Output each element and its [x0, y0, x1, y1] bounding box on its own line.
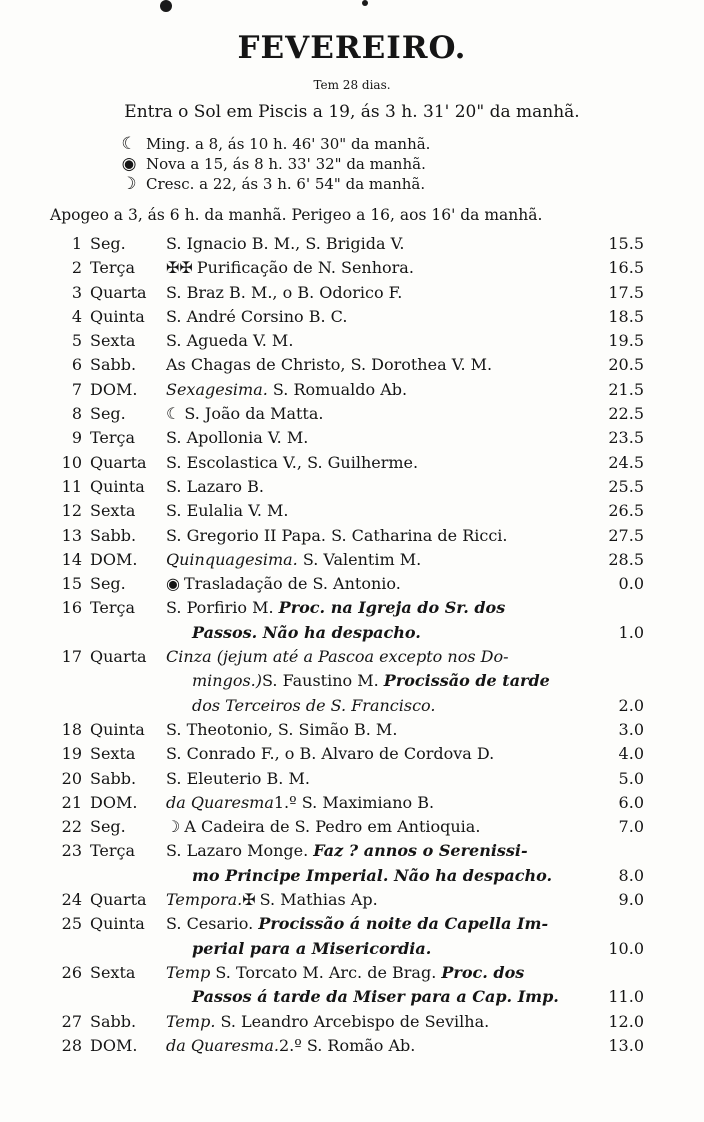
day-number: 22: [61, 817, 82, 837]
day-value: 6.0: [618, 792, 644, 812]
day-number: 17: [61, 647, 82, 667]
day-number: 12: [61, 501, 82, 521]
day-row: [0, 234, 704, 258]
weekday: Sabb.: [90, 355, 137, 375]
event-italic: mingos.): [192, 671, 263, 691]
event-text: S. Theotonio, S. Simão B. M.: [166, 719, 398, 739]
day-row: [0, 841, 704, 865]
day-row: [0, 890, 704, 914]
day-row-continuation: [0, 987, 704, 1011]
day-events: [192, 866, 592, 885]
weekday: Terça: [90, 841, 136, 861]
event-italic: Tempora.: [166, 890, 243, 910]
day-row: [0, 744, 704, 768]
day-events: [166, 283, 590, 302]
event-bold-italic: Procissão de tarde: [383, 671, 550, 691]
day-row: [0, 283, 704, 307]
day-events: [192, 987, 592, 1006]
event-text: S. Lazaro B.: [166, 476, 264, 496]
day-row: [0, 720, 704, 744]
day-number: 19: [61, 744, 82, 764]
moon-phases: [118, 134, 578, 194]
day-number: 3: [71, 282, 82, 302]
day-value: 16.5: [608, 258, 644, 278]
event-text: S. Eulalia V. M.: [166, 501, 289, 521]
day-value: 26.5: [608, 501, 644, 521]
day-value: 22.5: [608, 404, 644, 424]
day-events: [166, 963, 590, 982]
event-text: 1.º: [273, 792, 302, 812]
event-italic: Temp: [166, 962, 211, 982]
day-events: [192, 696, 592, 715]
day-value: 18.5: [608, 306, 644, 326]
weekday: DOM.: [90, 1035, 138, 1055]
day-events: [166, 331, 590, 350]
event-text: S. Romão Ab.: [306, 1035, 416, 1055]
weekday: Quinta: [90, 476, 145, 496]
day-value: 13.0: [608, 1035, 644, 1055]
day-events: [166, 598, 590, 617]
moon-phase-text: Ming. a 8, ás 10 h. 46' 30" da manhã.: [146, 135, 431, 153]
day-number: 1: [71, 234, 82, 253]
ink-speck: [362, 0, 368, 6]
day-value: 7.0: [618, 817, 644, 837]
moon-phase-row: [118, 154, 578, 174]
day-row: [0, 453, 704, 477]
event-text: Trasladação de S. Antonio.: [183, 574, 401, 594]
day-number: 20: [61, 768, 82, 788]
day-row: [0, 550, 704, 574]
day-events: [166, 428, 590, 447]
new-moon-icon: ◉: [121, 154, 137, 174]
day-events: [166, 914, 590, 933]
day-events: [166, 550, 590, 569]
event-text: S. André Corsino B. C.: [166, 306, 348, 326]
weekday: Quarta: [90, 282, 147, 302]
day-number: 4: [71, 306, 82, 326]
day-events: [192, 623, 592, 642]
weekday: Sexta: [90, 744, 136, 764]
weekday: Quinta: [90, 719, 145, 739]
day-value: 17.5: [608, 282, 644, 302]
event-italic: Quinquagesima.: [166, 549, 298, 569]
event-text: As Chagas de Christo, S. Dorothea V. M.: [166, 355, 493, 375]
event-text: S. Gregorio II Papa. S. Catharina de Ricci.: [166, 525, 508, 545]
day-events: [166, 841, 590, 860]
symbol-icon: ☽: [166, 817, 181, 837]
event-bold-italic: Faz ? annos o Serenissi-: [313, 841, 528, 861]
weekday: Sexta: [90, 331, 136, 351]
event-text: S. Braz B. M., o B. Odorico F.: [166, 282, 403, 302]
day-events: [166, 744, 590, 763]
day-events: [166, 307, 590, 326]
moon-phase-row: [118, 174, 578, 194]
day-row: [0, 1012, 704, 1036]
day-number: 18: [61, 719, 82, 739]
event-text: S. Ignacio B. M., S. Brigida V.: [166, 234, 405, 253]
day-events: [166, 380, 590, 399]
event-text: S. Porfirio M.: [166, 598, 279, 618]
day-number: 8: [71, 404, 82, 424]
event-text: 2.º: [278, 1035, 307, 1055]
day-events: [166, 720, 590, 739]
day-row: [0, 501, 704, 525]
event-bold-italic: Proc. na Igreja do Sr. dos: [278, 598, 506, 618]
day-number: 28: [61, 1035, 82, 1055]
event-text: S. Mathias Ap.: [259, 890, 378, 910]
day-value: 0.0: [618, 574, 644, 594]
day-number: 15: [61, 574, 82, 594]
event-bold-italic: perial para a Misericordia.: [192, 938, 432, 958]
day-row: [0, 355, 704, 379]
weekday: Sabb.: [90, 768, 137, 788]
weekday: Seg.: [90, 404, 126, 424]
event-italic: dos Terceiros de S. Francisco.: [192, 695, 436, 715]
event-text: S. Valentim M.: [297, 549, 422, 569]
event-text: S. Faustino M.: [262, 671, 384, 691]
day-row: [0, 914, 704, 938]
day-row-continuation: [0, 866, 704, 890]
symbol-icon: ✠✠: [166, 258, 193, 278]
day-number: 7: [71, 379, 82, 399]
symbol-icon: ◉: [166, 574, 180, 594]
day-events: [166, 477, 590, 496]
event-italic: Sexagesima.: [166, 379, 268, 399]
day-value: 24.5: [608, 452, 644, 472]
day-number: 14: [61, 549, 82, 569]
day-events: [166, 574, 590, 593]
weekday: Sexta: [90, 962, 136, 982]
weekday: Quarta: [90, 647, 147, 667]
day-value: 27.5: [608, 525, 644, 545]
day-row: [0, 647, 704, 671]
day-value: 20.5: [608, 355, 644, 375]
day-events: [166, 501, 590, 520]
day-value: 11.0: [608, 987, 644, 1007]
event-text: S. Eleuterio B. M.: [166, 768, 310, 788]
day-value: 10.0: [608, 938, 644, 958]
weekday: Sexta: [90, 501, 136, 521]
day-number: 6: [71, 355, 82, 375]
event-text: S. João da Matta.: [184, 404, 324, 424]
day-row: [0, 526, 704, 550]
day-value: 3.0: [618, 719, 644, 739]
day-events: [166, 1036, 590, 1055]
day-row-continuation: [0, 939, 704, 963]
day-number: 10: [61, 452, 82, 472]
day-number: 9: [71, 428, 82, 448]
weekday: Quarta: [90, 890, 147, 910]
day-value: 19.5: [608, 331, 644, 351]
day-number: 16: [61, 598, 82, 618]
day-events: [166, 355, 590, 374]
day-value: 8.0: [618, 865, 644, 885]
day-number: 13: [61, 525, 82, 545]
page-title: FEVEREIRO.: [237, 30, 467, 66]
event-bold-italic: Passos. Não ha despacho.: [192, 622, 421, 642]
day-row: [0, 769, 704, 793]
event-bold-italic: mo Principe Imperial. Não ha despacho.: [192, 865, 553, 885]
day-events: [166, 890, 590, 909]
event-text: A Cadeira de S. Pedro em Antioquia.: [184, 817, 481, 837]
apogee-perigee: Apogeo a 3, ás 6 h. da manhã. Perigeo a 16, aos 16' da manhã.: [50, 206, 543, 224]
sun-entry: Entra o Sol em Piscis a 19, ás 3 h. 31' 20" da manhã.: [124, 102, 580, 122]
weekday: Seg.: [90, 574, 126, 594]
weekday: Quarta: [90, 452, 147, 472]
day-value: 21.5: [608, 379, 644, 399]
calendar-days: [0, 234, 704, 1060]
weekday: Quinta: [90, 914, 145, 934]
weekday: Seg.: [90, 817, 126, 837]
day-row: [0, 331, 704, 355]
day-row: [0, 307, 704, 331]
day-row: [0, 404, 704, 428]
weekday: Sabb.: [90, 525, 137, 545]
day-row: [0, 380, 704, 404]
day-value: 23.5: [608, 428, 644, 448]
day-events: [166, 526, 590, 545]
day-row: [0, 793, 704, 817]
event-bold-italic: Proc. dos: [441, 962, 525, 982]
weekday: Terça: [90, 598, 136, 618]
weekday: DOM.: [90, 792, 138, 812]
event-text: S. Conrado F., o B. Alvaro de Cordova D.: [166, 744, 495, 764]
day-row: [0, 477, 704, 501]
day-value: 12.0: [608, 1011, 644, 1031]
days-count: Tem 28 dias.: [313, 78, 391, 92]
day-row: [0, 258, 704, 282]
day-events: [166, 453, 590, 472]
weekday: Terça: [90, 428, 136, 448]
weekday: DOM.: [90, 379, 138, 399]
event-text: S. Escolastica V., S. Guilherme.: [166, 452, 419, 472]
day-number: 23: [61, 841, 82, 861]
event-text: S. Agueda V. M.: [166, 331, 294, 351]
day-number: 27: [61, 1011, 82, 1031]
moon-phase-row: [118, 134, 578, 154]
moon-phase-text: Cresc. a 22, ás 3 h. 6' 54" da manhã.: [146, 175, 426, 193]
day-events: [166, 817, 590, 836]
weekday: Terça: [90, 258, 136, 278]
waning-moon-icon: ☾: [121, 134, 137, 154]
event-italic: da Quaresma: [166, 792, 274, 812]
day-row: [0, 574, 704, 598]
event-text: S. Torcato M. Arc. de Brag.: [210, 962, 442, 982]
event-text: S. Maximiano B.: [301, 792, 435, 812]
day-number: 25: [61, 914, 82, 934]
day-value: 2.0: [618, 695, 644, 715]
day-row: [0, 428, 704, 452]
day-events: [166, 1012, 590, 1031]
day-row-continuation: [0, 671, 704, 695]
event-italic: Cinza (jejum até a Pascoa excepto nos Do-: [166, 647, 509, 667]
day-row-continuation: [0, 696, 704, 720]
moon-phase-text: Nova a 15, ás 8 h. 33' 32" da manhã.: [146, 155, 426, 173]
event-text: Purificação de N. Senhora.: [196, 258, 414, 278]
waxing-moon-icon: ☽: [121, 174, 137, 194]
day-value: 9.0: [618, 890, 644, 910]
day-value: 5.0: [618, 768, 644, 788]
day-value: 15.5: [608, 234, 644, 253]
ink-speck: [160, 0, 172, 12]
event-italic: da Quaresma.: [166, 1035, 279, 1055]
day-events: [192, 671, 592, 690]
day-value: 4.0: [618, 744, 644, 764]
event-italic: Temp.: [166, 1011, 216, 1031]
event-text: S. Cesario.: [166, 914, 259, 934]
day-events: [166, 793, 590, 812]
day-number: 24: [61, 890, 82, 910]
day-events: [166, 234, 590, 253]
weekday: DOM.: [90, 549, 138, 569]
day-number: 11: [61, 476, 82, 496]
event-text: S. Romualdo Ab.: [267, 379, 408, 399]
event-bold-italic: Procissão á noite da Capella Im-: [258, 914, 549, 934]
weekday: Quinta: [90, 306, 145, 326]
day-number: 26: [61, 962, 82, 982]
day-events: [166, 258, 590, 277]
day-value: 1.0: [618, 622, 644, 642]
day-number: 5: [71, 331, 82, 351]
event-text: S. Lazaro Monge.: [166, 841, 314, 861]
day-events: [166, 647, 590, 666]
weekday: Seg.: [90, 234, 126, 253]
event-text: S. Leandro Arcebispo de Sevilha.: [215, 1011, 490, 1031]
day-row-continuation: [0, 623, 704, 647]
event-bold-italic: Passos á tarde da Miser para a Cap. Imp.: [192, 987, 559, 1007]
day-row: [0, 817, 704, 841]
day-number: 2: [71, 258, 82, 278]
day-row: [0, 598, 704, 622]
day-row: [0, 1036, 704, 1060]
symbol-icon: ☾: [166, 404, 181, 424]
day-events: [192, 939, 592, 958]
day-row: [0, 963, 704, 987]
weekday: Sabb.: [90, 1011, 137, 1031]
event-text: S. Apollonia V. M.: [166, 428, 309, 448]
symbol-icon: ✠: [242, 890, 256, 910]
day-number: 21: [61, 792, 82, 812]
day-value: 25.5: [608, 476, 644, 496]
day-events: [166, 404, 590, 423]
day-events: [166, 769, 590, 788]
day-value: 28.5: [608, 549, 644, 569]
